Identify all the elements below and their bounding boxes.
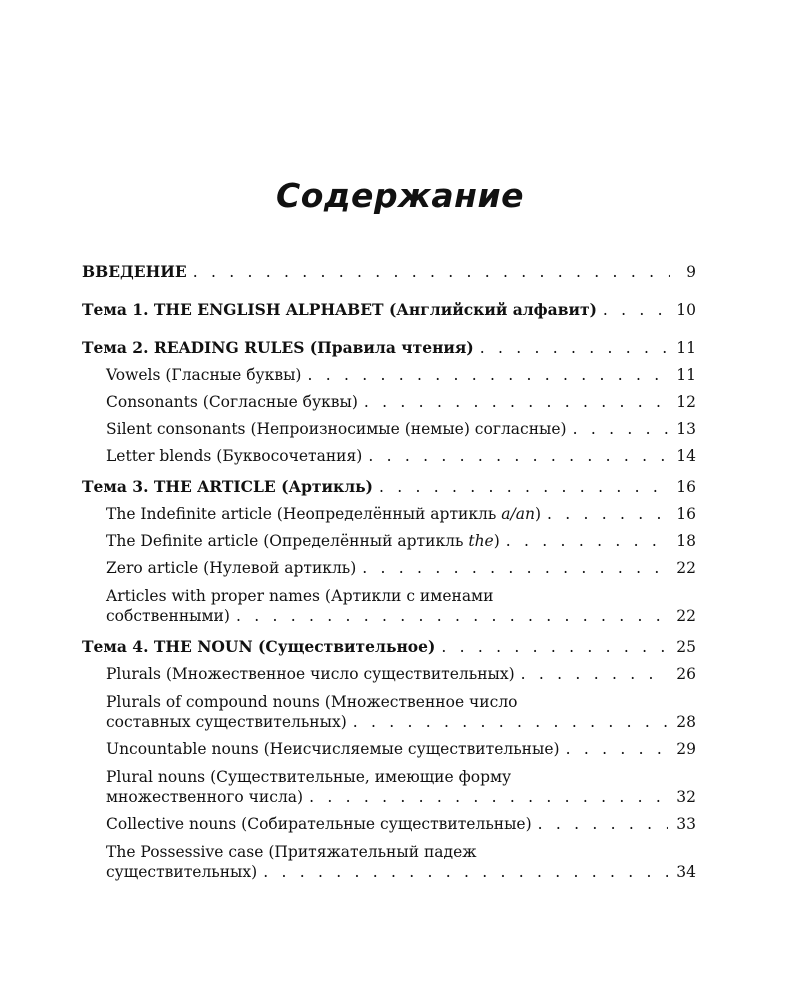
dot-leader bbox=[515, 664, 669, 684]
toc-subentry[interactable] bbox=[82, 392, 696, 412]
toc-entry-text: множественного числа) bbox=[106, 788, 304, 806]
table-of-contents bbox=[82, 255, 696, 893]
toc-entry-text: Zero article (Нулевой артикль) bbox=[106, 559, 357, 577]
toc-entry-text: Тема 3. THE ARTICLE (Артикль) bbox=[82, 477, 374, 496]
toc-subentry[interactable] bbox=[82, 739, 696, 759]
page-number: 11 bbox=[676, 339, 696, 357]
toc-entry-text: собственными) bbox=[106, 607, 230, 625]
toc-entry-text-line1: Plurals of compound nouns (Множественное число bbox=[106, 693, 518, 711]
toc-entry-text: Тема 2. READING RULES (Правила чтения) bbox=[82, 338, 474, 357]
dot-leader bbox=[303, 787, 668, 807]
page-number: 22 bbox=[676, 607, 696, 625]
dot-leader bbox=[567, 419, 669, 439]
page-number: 29 bbox=[676, 740, 696, 758]
toc-entry-text: Uncountable nouns (Неисчисляемые существительные) bbox=[106, 740, 560, 758]
page-number: 11 bbox=[676, 366, 696, 384]
page-number: 13 bbox=[676, 420, 696, 438]
toc-chapter-entry[interactable] bbox=[82, 338, 696, 358]
page-number: 22 bbox=[676, 559, 696, 577]
toc-section bbox=[82, 338, 696, 466]
dot-leader bbox=[230, 606, 668, 626]
page-number: 18 bbox=[676, 532, 696, 550]
dot-leader bbox=[597, 300, 668, 320]
toc-chapter-entry[interactable] bbox=[82, 262, 696, 282]
page-number: 28 bbox=[676, 713, 696, 731]
page-number: 26 bbox=[676, 665, 696, 683]
toc-entry-text: составных существительных) bbox=[106, 713, 347, 731]
page-title: Содержание bbox=[276, 176, 524, 215]
toc-entry-text-line1: Articles with proper names (Артикли с именами bbox=[106, 587, 494, 605]
toc-entry-text: Collective nouns (Собирательные существительные) bbox=[106, 815, 532, 833]
toc-entry-text: Silent consonants (Непроизносимые (немые) согласные) bbox=[106, 420, 567, 438]
toc-entry-text: Тема 1. THE ENGLISH ALPHABET (Английский алфавит) bbox=[82, 300, 597, 319]
page-number: 34 bbox=[676, 863, 696, 881]
toc-subentry[interactable] bbox=[82, 814, 696, 834]
page-number: 10 bbox=[676, 301, 696, 319]
dot-leader bbox=[301, 365, 668, 385]
toc-entry-text: The Indefinite article (Неопределённый артикль a/an) bbox=[106, 505, 542, 523]
toc-subentry[interactable] bbox=[82, 504, 696, 524]
toc-subentry[interactable] bbox=[82, 842, 696, 882]
toc-section bbox=[82, 300, 696, 320]
page-number: 9 bbox=[686, 263, 696, 281]
toc-subentry[interactable] bbox=[82, 586, 696, 626]
toc-entry-text-line1: Plural nouns (Существительные, имеющие форму bbox=[106, 768, 512, 786]
toc-subentry[interactable] bbox=[82, 767, 696, 807]
toc-chapter-entry[interactable] bbox=[82, 477, 696, 497]
toc-entry-text: ВВЕДЕНИЕ bbox=[82, 262, 187, 281]
toc-subentry[interactable] bbox=[82, 419, 696, 439]
toc-subentry[interactable] bbox=[82, 531, 696, 551]
dot-leader bbox=[187, 262, 670, 282]
page-number: 14 bbox=[676, 447, 696, 465]
toc-section bbox=[82, 262, 696, 282]
toc-section bbox=[82, 637, 696, 882]
toc-subentry[interactable] bbox=[82, 558, 696, 578]
page-number: 25 bbox=[676, 638, 696, 656]
page-number: 12 bbox=[676, 393, 696, 411]
toc-entry-text: Plurals (Множественное число существительных) bbox=[106, 665, 515, 683]
toc-subentry[interactable] bbox=[82, 692, 696, 732]
toc-entry-text: The Definite article (Определённый артикль the) bbox=[106, 532, 500, 550]
dot-leader bbox=[257, 862, 668, 882]
page-number: 16 bbox=[676, 505, 696, 523]
toc-entry-text: Vowels (Гласные буквы) bbox=[106, 366, 302, 384]
dot-leader bbox=[373, 477, 668, 497]
toc-entry-text: Consonants (Согласные буквы) bbox=[106, 393, 358, 411]
page-number: 32 bbox=[676, 788, 696, 806]
toc-chapter-entry[interactable] bbox=[82, 637, 696, 657]
toc-entry-text-line1: The Possessive case (Притяжательный падеж bbox=[106, 843, 477, 861]
toc-chapter-entry[interactable] bbox=[82, 300, 696, 320]
dot-leader bbox=[347, 712, 669, 732]
toc-subentry[interactable] bbox=[82, 446, 696, 466]
dot-leader bbox=[541, 504, 668, 524]
dot-leader bbox=[356, 558, 668, 578]
page-number: 16 bbox=[676, 478, 696, 496]
toc-subentry[interactable] bbox=[82, 365, 696, 385]
dot-leader bbox=[474, 338, 669, 358]
page-number: 33 bbox=[676, 815, 696, 833]
dot-leader bbox=[358, 392, 668, 412]
toc-entry-text: Letter blends (Буквосочетания) bbox=[106, 447, 363, 465]
dot-leader bbox=[532, 814, 669, 834]
toc-entry-text: существительных) bbox=[106, 863, 258, 881]
dot-leader bbox=[435, 637, 668, 657]
toc-subentry[interactable] bbox=[82, 664, 696, 684]
toc-entry-text: Тема 4. THE NOUN (Существительное) bbox=[82, 637, 436, 656]
toc-section bbox=[82, 477, 696, 626]
dot-leader bbox=[560, 739, 669, 759]
dot-leader bbox=[500, 531, 668, 551]
dot-leader bbox=[362, 446, 668, 466]
